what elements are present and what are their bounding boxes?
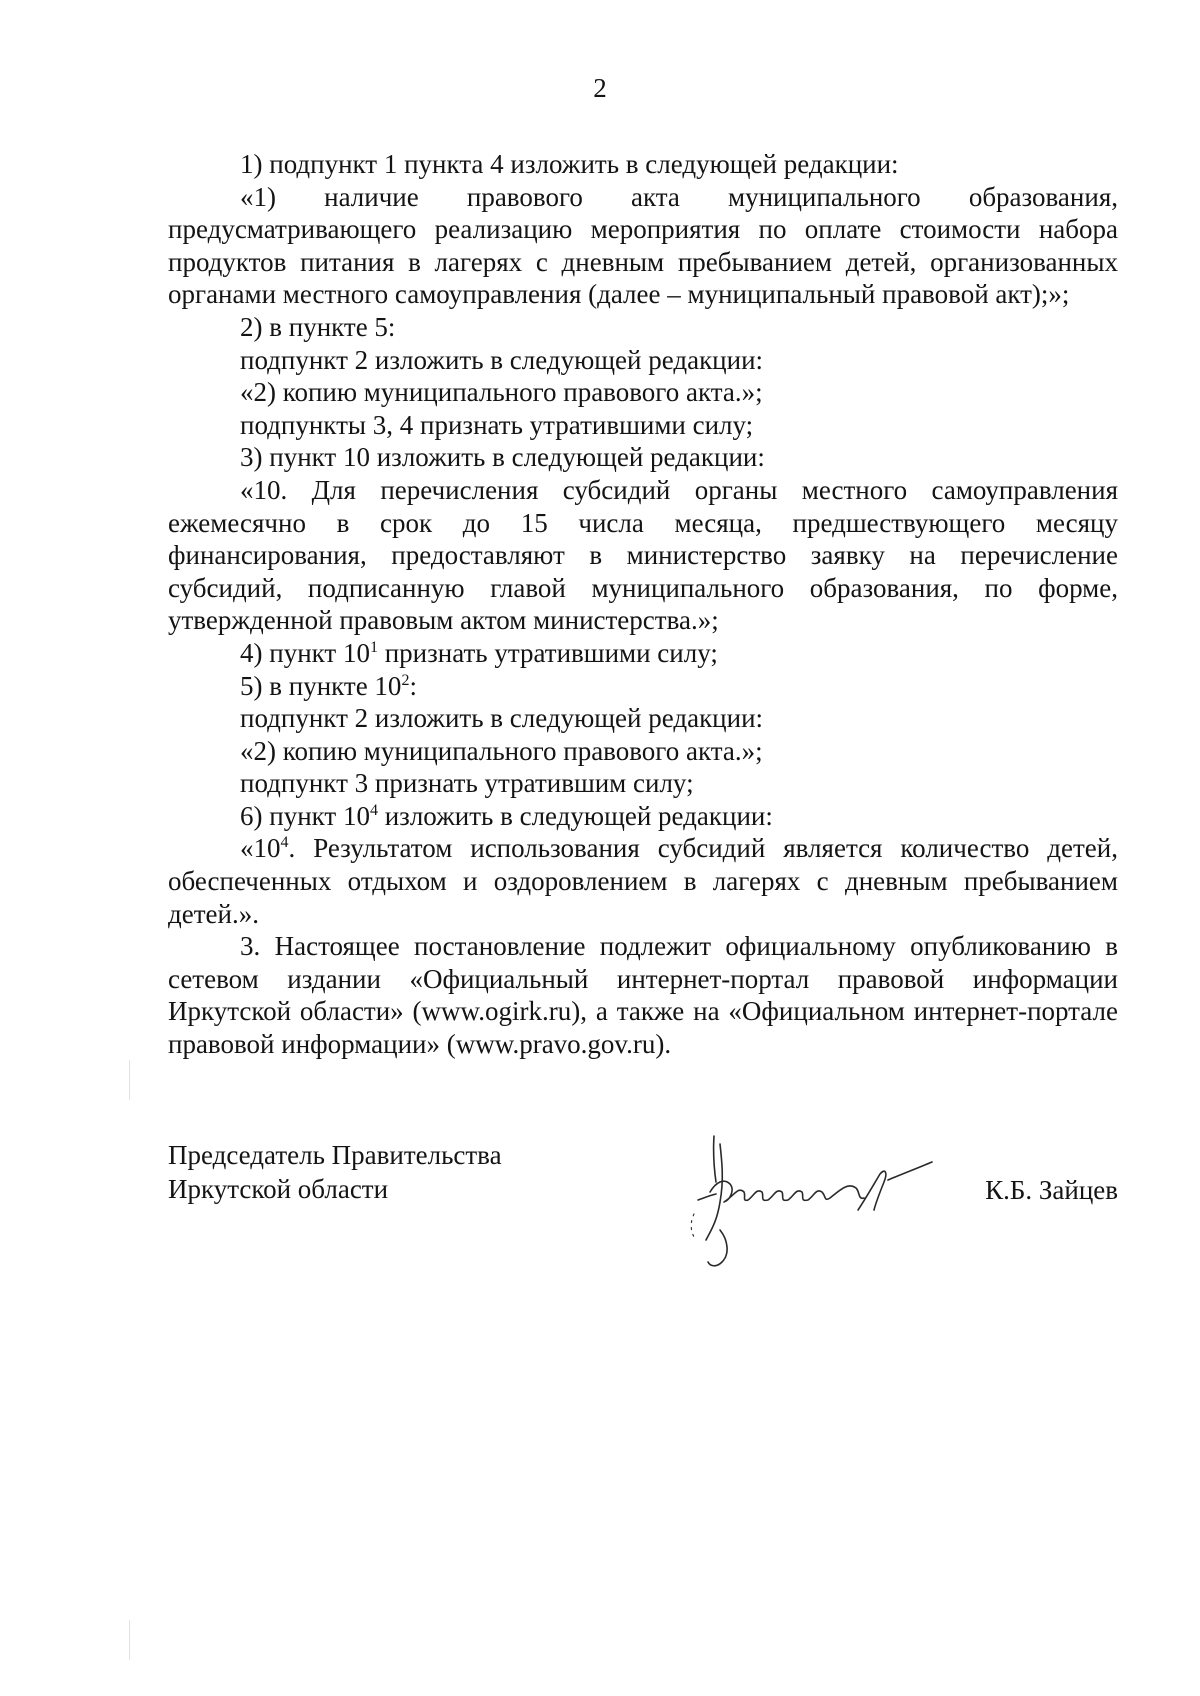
paragraph — [168, 311, 1118, 344]
text-run: «1) наличие правового акта муниципального образования, предусматривающего реализацию мероприятия по оплате стоимости набора продуктов питания в лагерях с дневным пребыванием детей, организованных органами местного самоуправления (далее – муниципальный правовой акт);»; — [168, 181, 1118, 310]
text-run: 3. Настоящее постановление подлежит официальному опубликованию в сетевом издании «Официальный интернет-портал правовой информации Иркутской области» (www.ogirk.ru), а также на «Официальном интернет-портале правовой информации» (www.pravo.gov.ru). — [168, 931, 1118, 1060]
paragraph — [168, 702, 1118, 735]
margin-mark — [129, 1060, 130, 1100]
paragraph — [168, 409, 1118, 442]
superscript: 4 — [369, 801, 378, 819]
text-run: 6) пункт 10 — [240, 800, 370, 831]
text-run: 4) пункт 10 — [240, 637, 370, 668]
text-run: подпункт 2 изложить в следующей редакции: — [240, 344, 764, 375]
paragraph — [168, 376, 1118, 409]
paragraph — [168, 181, 1118, 311]
paragraph — [168, 735, 1118, 768]
text-run: «2) копию муниципального правового акта.»; — [240, 377, 763, 408]
text-run: «2) копию муниципального правового акта.»; — [240, 735, 763, 766]
text-run: 5) в пункте 10 — [240, 670, 402, 701]
paragraph — [168, 670, 1118, 703]
paragraph — [168, 832, 1118, 930]
text-run: 2) в пункте 5: — [240, 311, 396, 342]
handwritten-signature — [680, 1122, 950, 1272]
paragraph — [168, 767, 1118, 800]
text-run: «10. Для перечисления субсидий органы местного самоуправления ежемесячно в срок до 15 числа месяца, предшествующего месяцу финансирования, предоставляют в министерство заявку на перечисление субсидий, подписанную главой муниципального образования, по форме, утвержденной правовым актом министерства.»; — [168, 474, 1118, 636]
text-run: подпункт 2 изложить в следующей редакции: — [240, 703, 764, 734]
superscript: 1 — [369, 638, 378, 656]
superscript: 4 — [280, 834, 289, 852]
text-run: изложить в следующей редакции: — [377, 800, 773, 831]
text-run: подпункты 3, 4 признать утратившими силу; — [240, 409, 754, 440]
signer-name: К.Б. Зайцев — [985, 1175, 1118, 1205]
margin-mark — [129, 1620, 130, 1660]
superscript: 2 — [401, 671, 410, 689]
signer-title-line-2: Иркутской области — [168, 1174, 389, 1204]
text-run: . Результатом использования субсидий является количество детей, обеспеченных отдыхом и оздоровлением в лагерях с дневным пребыванием детей.». — [168, 833, 1118, 929]
text-run: : — [409, 670, 417, 701]
paragraph — [168, 474, 1118, 637]
text-run: признать утратившими силу; — [377, 637, 718, 668]
document-body — [168, 148, 1118, 1061]
text-run: 1) подпункт 1 пункта 4 изложить в следующей редакции: — [240, 149, 899, 179]
paragraph — [168, 148, 1118, 181]
text-run: «10 — [240, 833, 281, 864]
text-run: 3) пункт 10 изложить в следующей редакции: — [240, 442, 765, 473]
paragraph — [168, 441, 1118, 474]
text-run: подпункт 3 признать утратившим силу; — [240, 768, 694, 799]
paragraph — [168, 800, 1118, 833]
signer-title-line-1: Председатель Правительства — [168, 1140, 502, 1170]
paragraph — [168, 637, 1118, 670]
signer-title — [168, 1138, 502, 1206]
paragraph — [168, 344, 1118, 377]
paragraph — [168, 930, 1118, 1060]
page-number: 2 — [593, 73, 607, 103]
